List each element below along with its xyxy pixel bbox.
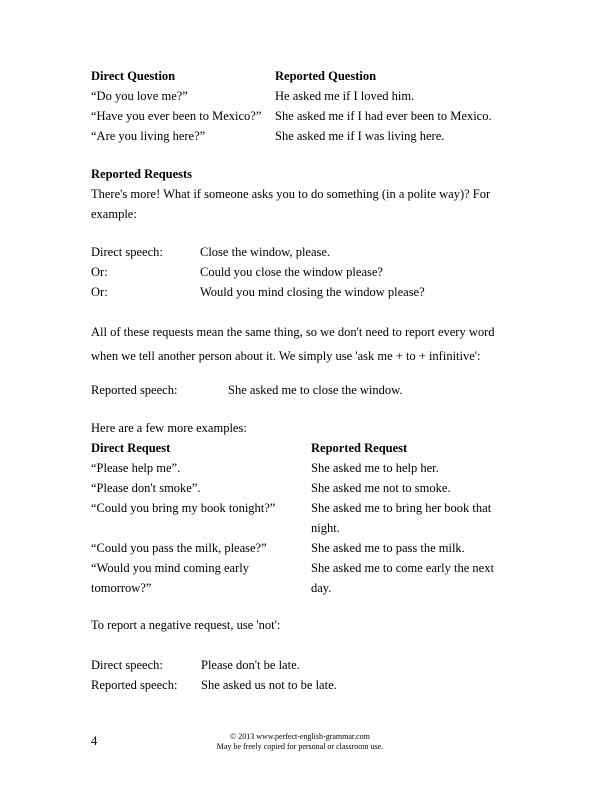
direct-request-cell: “Please help me”. xyxy=(91,461,181,475)
intro-line: Here are a few more examples: xyxy=(91,421,247,435)
negative-intro xyxy=(91,615,280,635)
reported-request-cell: She asked me not to smoke. xyxy=(311,481,451,495)
reported-request-cell: She asked me to pass the milk. xyxy=(311,541,465,555)
example-text: Close the window, please. xyxy=(200,245,331,259)
page-footer xyxy=(0,732,600,752)
direct-question-cell: “Do you love me?” xyxy=(91,89,188,103)
page-number: 4 xyxy=(91,734,98,748)
direct-question-cell: “Have you ever been to Mexico?” xyxy=(91,109,262,123)
reported-question-cell: She asked me if I was living here. xyxy=(275,129,445,143)
example-text: She asked us not to be late. xyxy=(201,678,337,692)
direct-request-cell: “Would you mind coming early xyxy=(91,561,249,575)
intro-line: To report a negative request, use 'not': xyxy=(91,618,281,632)
example-label: Direct speech: xyxy=(91,658,163,672)
reported-question-cell: She asked me if I had ever been to Mexico. xyxy=(275,109,492,123)
example-text: Would you mind closing the window please? xyxy=(200,285,425,299)
example-text: She asked me to close the window. xyxy=(228,383,403,397)
reported-request-cell: She asked me to bring her book that xyxy=(311,501,492,515)
direct-request-cell: “Could you bring my book tonight?” xyxy=(91,501,276,515)
paragraph-line: All of these requests mean the same thing, so we don't need to report every word xyxy=(91,325,495,339)
header-reported-request: Reported Request xyxy=(311,441,408,455)
example-label: Or: xyxy=(91,265,108,279)
example-label: Reported speech: xyxy=(91,678,178,692)
more-examples-intro xyxy=(91,418,247,438)
example-text: Please don't be late. xyxy=(201,658,300,672)
paragraph-line: when we tell another person about it. We simply use 'ask me + to + infinitive': xyxy=(91,349,481,363)
section-heading: Reported Requests xyxy=(91,167,193,181)
example-label: Or: xyxy=(91,285,108,299)
direct-request-cell: tomorrow?” xyxy=(91,581,152,595)
example-label: Reported speech: xyxy=(91,383,178,397)
header-direct-request: Direct Request xyxy=(91,441,171,455)
header-reported-question: Reported Question xyxy=(275,69,377,83)
requests-section xyxy=(91,164,490,224)
intro-line: There's more! What if someone asks you to do something (in a polite way)? For xyxy=(91,187,491,201)
header-direct-question: Direct Question xyxy=(91,69,176,83)
direct-request-cell: “Could you pass the milk, please?” xyxy=(91,541,267,555)
example-text: Could you close the window please? xyxy=(200,265,383,279)
copyright-text: © 2013 www.perfect-english-grammar.com xyxy=(230,732,370,741)
reported-request-cell: She asked me to help her. xyxy=(311,461,439,475)
reported-request-cell: day. xyxy=(311,581,332,595)
direct-question-cell: “Are you living here?” xyxy=(91,129,206,143)
example-label: Direct speech: xyxy=(91,245,163,259)
explanation-paragraph xyxy=(91,320,495,368)
reported-request-cell: She asked me to come early the next xyxy=(311,561,494,575)
reported-question-cell: He asked me if I loved him. xyxy=(275,89,415,103)
reported-request-cell: night. xyxy=(311,521,340,535)
license-text: May be freely copied for personal or classroom use. xyxy=(216,742,384,751)
intro-line: example: xyxy=(91,207,137,221)
direct-request-cell: “Please don't smoke”. xyxy=(91,481,201,495)
